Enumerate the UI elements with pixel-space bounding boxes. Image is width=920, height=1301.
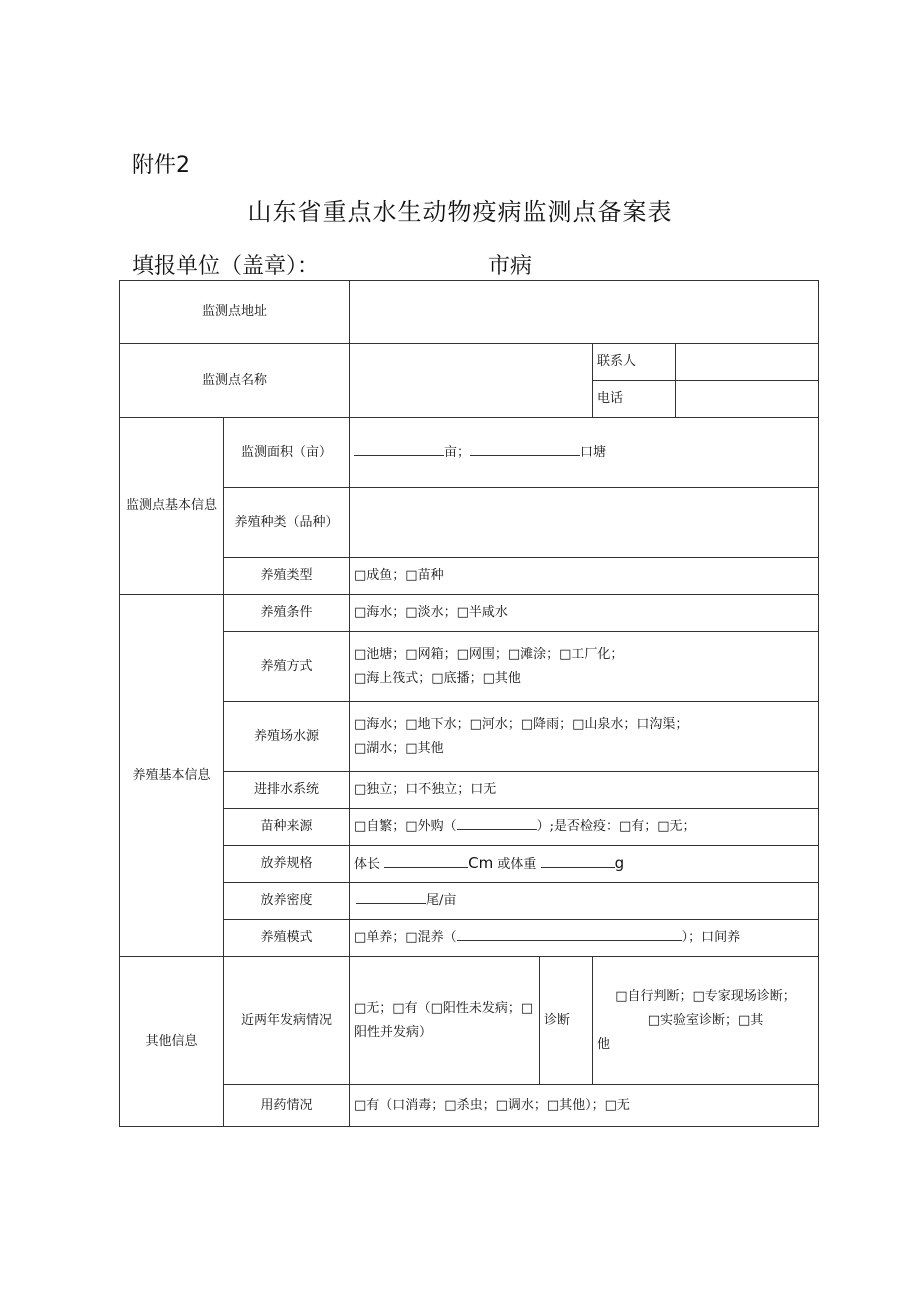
drug-options[interactable]: □有（口消毒；□杀虫；□调水；□其他）；□无: [350, 1085, 819, 1127]
farm-info-group-label: 养殖基本信息: [120, 595, 224, 957]
stock-field[interactable]: [350, 846, 819, 883]
basic-info-group-label: 监测点基本信息: [120, 418, 224, 595]
density-unit: 尾/亩: [426, 893, 457, 908]
disease-label: 近两年发病情况: [224, 957, 350, 1085]
mode-option-b[interactable]: ）；口间养: [681, 930, 741, 945]
drain-label: 进排水系统: [224, 772, 350, 809]
stock-length-label: 体长: [354, 857, 381, 872]
species-row: [120, 488, 819, 558]
density-blank[interactable]: [356, 889, 426, 904]
drain-row: [120, 772, 819, 809]
condition-options[interactable]: □海水；□淡水；□半咸水: [350, 595, 819, 632]
stock-label: 放养规格: [224, 846, 350, 883]
form-title: 山东省重点水生动物疫病监测点备案表: [247, 198, 673, 226]
density-row: [120, 883, 819, 920]
area-blank[interactable]: [354, 441, 444, 456]
filler-unit-value[interactable]: 市病: [488, 254, 533, 279]
pond-blank[interactable]: [470, 441, 580, 456]
drug-label: 用药情况: [224, 1085, 350, 1127]
method-row: [120, 632, 819, 702]
seed-row: [120, 809, 819, 846]
site-name-field[interactable]: [350, 344, 593, 418]
area-row: [120, 418, 819, 488]
type-row: [120, 558, 819, 595]
mode-label: 养殖模式: [224, 920, 350, 957]
registration-table: [119, 280, 819, 1127]
stock-g-unit: g: [614, 854, 625, 872]
phone-label: 电话: [593, 381, 676, 418]
seed-options[interactable]: [350, 809, 819, 846]
site-name-label: 监测点名称: [120, 344, 350, 418]
diagnosis-line3[interactable]: 他: [597, 1036, 611, 1052]
diagnosis-line1[interactable]: □自行判断；□专家现场诊断；: [615, 988, 796, 1004]
stock-weight-blank[interactable]: [541, 853, 615, 868]
diagnosis-line2[interactable]: □实验室诊断；□其: [647, 1012, 764, 1028]
contact-label: 联系人: [593, 344, 676, 381]
name-row: [120, 344, 819, 381]
type-options[interactable]: □成鱼；□苗种: [350, 558, 819, 595]
density-field[interactable]: [350, 883, 819, 920]
mode-row: [120, 920, 819, 957]
density-label: 放养密度: [224, 883, 350, 920]
method-options-line1[interactable]: □池塘；□网箱；□网围；□滩涂；□工厂化；: [354, 646, 624, 662]
water-options-line1[interactable]: □海水；□地下水；□河水；□降雨；□山泉水；口沟渠；: [354, 716, 689, 732]
drain-options[interactable]: □独立；口不独立；口无: [350, 772, 819, 809]
disease-options[interactable]: □无；□有（□阳性未发病；□阳性并发病）: [350, 957, 540, 1085]
species-field[interactable]: [350, 488, 819, 558]
stock-length-blank[interactable]: [384, 853, 468, 868]
drug-row: [120, 1085, 819, 1127]
species-label: 养殖种类（品种）: [224, 488, 350, 558]
seed-option-b[interactable]: ）;是否检疫：□有；□无；: [536, 819, 696, 834]
condition-label: 养殖条件: [224, 595, 350, 632]
phone-field[interactable]: [676, 381, 819, 418]
method-options[interactable]: [350, 632, 819, 702]
address-row: [120, 281, 819, 344]
diagnosis-options[interactable]: [593, 957, 819, 1085]
address-field[interactable]: [350, 281, 819, 344]
disease-row: [120, 957, 819, 1085]
condition-row: [120, 595, 819, 632]
seed-label: 苗种来源: [224, 809, 350, 846]
method-label: 养殖方式: [224, 632, 350, 702]
attachment-number: 附件2: [132, 153, 190, 178]
address-label: 监测点地址: [120, 281, 350, 344]
area-label: 监测面积（亩）: [224, 418, 350, 488]
seed-option-a[interactable]: □自繁；□外购（: [354, 819, 457, 834]
seed-blank[interactable]: [457, 815, 537, 830]
contact-field[interactable]: [676, 344, 819, 381]
mode-option-a[interactable]: □单养；□混养（: [354, 930, 457, 945]
water-row: [120, 702, 819, 772]
pond-unit: 口塘: [580, 444, 607, 460]
water-options-line2[interactable]: □湖水；□其他: [354, 740, 444, 756]
stock-cm-unit: Cm: [468, 854, 494, 872]
stock-weight-label: 或体重: [497, 857, 537, 872]
area-field[interactable]: [350, 418, 819, 488]
water-label: 养殖场水源: [224, 702, 350, 772]
stock-row: [120, 846, 819, 883]
mode-blank[interactable]: [457, 926, 682, 941]
method-options-line2[interactable]: □海上筏式；□底播；□其他: [354, 670, 521, 686]
filler-unit-label: 填报单位（盖章）：: [132, 254, 320, 279]
type-label: 养殖类型: [224, 558, 350, 595]
diagnosis-label: 诊断: [540, 957, 593, 1085]
mode-options[interactable]: [350, 920, 819, 957]
other-info-group-label: 其他信息: [120, 957, 224, 1127]
area-unit: 亩；: [444, 444, 471, 460]
water-options[interactable]: [350, 702, 819, 772]
